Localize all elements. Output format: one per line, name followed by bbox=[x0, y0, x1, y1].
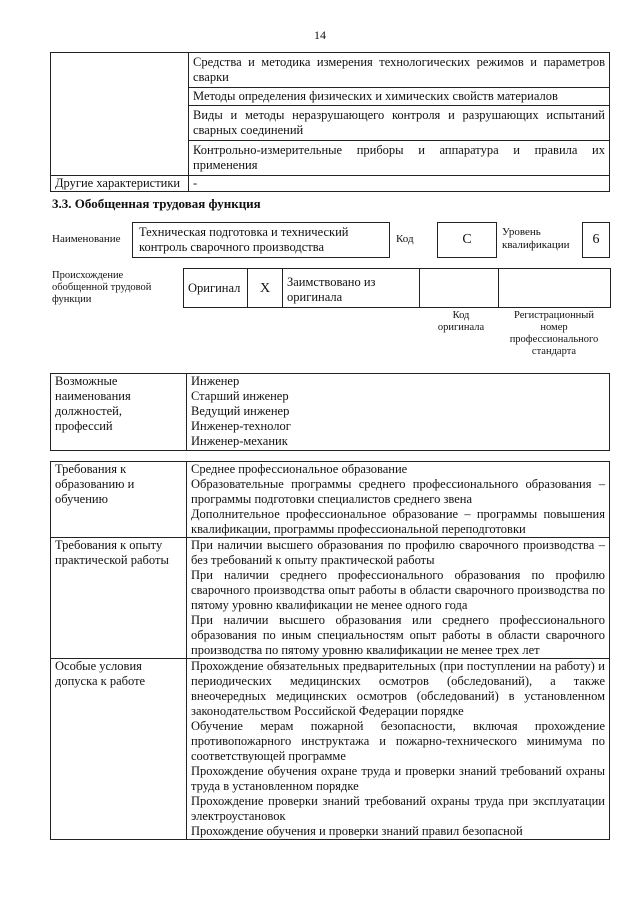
function-name: Техническая подготовка и технический контроль сварочного производства bbox=[139, 225, 349, 254]
origin-table bbox=[183, 268, 611, 308]
education-label: Требования к образованию и обучению bbox=[51, 462, 187, 538]
registration-caption: Регистрационный номер профессионального стандарта bbox=[509, 310, 599, 357]
other-characteristics-label: Другие характеристики bbox=[51, 176, 189, 192]
education-list bbox=[187, 462, 610, 538]
knowledge-items-cell bbox=[189, 53, 610, 176]
function-name-box bbox=[132, 222, 390, 258]
other-characteristics-value: - bbox=[189, 176, 610, 192]
condition-item: Прохождение обучения охране труда и проверки знаний требований охраны труда в установленном порядке bbox=[191, 764, 605, 793]
position-item: Ведущий инженер bbox=[191, 404, 290, 418]
experience-label: Требования к опыту практической работы bbox=[51, 538, 187, 659]
knowledge-label-cell bbox=[51, 53, 189, 176]
knowledge-table bbox=[50, 52, 610, 192]
knowledge-item: Виды и методы неразрушающего контроля и разрушающих испытаний сварных соединений bbox=[189, 106, 609, 141]
knowledge-item: Контрольно-измерительные приборы и аппаратура и правила их применения bbox=[193, 143, 605, 172]
condition-item: Обучение мерам пожарной безопасности, включая прохождение противопожарного инструктажа и пожарно-технического минимума по соответствующей программе bbox=[191, 719, 605, 763]
positions-table bbox=[50, 373, 610, 451]
original-mark: X bbox=[248, 269, 283, 308]
experience-list bbox=[187, 538, 610, 659]
original-code-cell bbox=[420, 269, 499, 308]
registration-number-cell bbox=[499, 269, 611, 308]
level-box bbox=[582, 222, 610, 258]
original-label: Оригинал bbox=[184, 269, 248, 308]
code-box bbox=[437, 222, 497, 258]
knowledge-item: Методы определения физических и химических свойств материалов bbox=[189, 88, 609, 106]
level-value: 6 bbox=[592, 232, 600, 247]
name-label: Наименование bbox=[52, 233, 121, 245]
page-number: 14 bbox=[314, 28, 326, 42]
positions-label: Возможные наименования должностей, профессий bbox=[51, 374, 187, 451]
position-item: Инженер-механик bbox=[191, 434, 288, 448]
code-value: C bbox=[462, 232, 472, 247]
condition-item: Прохождение проверки знаний требований охраны труда при эксплуатации электроустановок bbox=[191, 794, 605, 823]
experience-item: При наличии среднего профессионального образования по профилю сварочного производства опыт работы в области сварочного производства по пятому уровню квалификации не менее одного года bbox=[191, 568, 605, 612]
positions-list bbox=[187, 374, 610, 451]
level-label: Уровень квалификации bbox=[502, 226, 570, 251]
section-title: 3.3. Обобщенная трудовая функция bbox=[52, 196, 261, 211]
experience-item: При наличии высшего образования или среднего профессионального образования по иным специальностям опыт работы в области сварочного производства по пятому уровню квалификации не менее трех лет bbox=[191, 613, 605, 657]
requirements-table bbox=[50, 461, 610, 840]
experience-item: При наличии высшего образования по профилю сварочного производства – без требований к опыту практической работы bbox=[191, 538, 605, 567]
borrowed-label: Заимствовано из оригинала bbox=[283, 269, 420, 308]
code-caption: Код оригинала bbox=[437, 310, 485, 333]
education-item: Среднее профессиональное образование bbox=[191, 462, 408, 476]
conditions-label: Особые условия допуска к работе bbox=[51, 659, 187, 840]
condition-item: Прохождение обучения и проверки знаний правил безопасной bbox=[191, 824, 523, 838]
code-label: Код bbox=[396, 233, 414, 245]
position-item: Инженер bbox=[191, 374, 240, 388]
origin-label: Происхождение обобщенной трудовой функции bbox=[52, 270, 152, 305]
education-item: Образовательные программы среднего профессионального образования – программы подготовки специалистов среднего звена bbox=[191, 477, 605, 506]
condition-item: Прохождение обязательных предварительных (при поступлении на работу) и периодических медицинских осмотров (обследований), а также внеочередных медицинских осмотров (обследований) в установленном законодательством Российской Федерации порядке bbox=[191, 659, 605, 718]
conditions-list bbox=[187, 659, 610, 840]
position-item: Старший инженер bbox=[191, 389, 289, 403]
education-item: Дополнительное профессиональное образование – программы повышения квалификации, программы профессиональной переподготовки bbox=[191, 507, 605, 536]
knowledge-item: Средства и методика измерения технологических режимов и параметров сварки bbox=[189, 53, 609, 88]
position-item: Инженер-технолог bbox=[191, 419, 291, 433]
